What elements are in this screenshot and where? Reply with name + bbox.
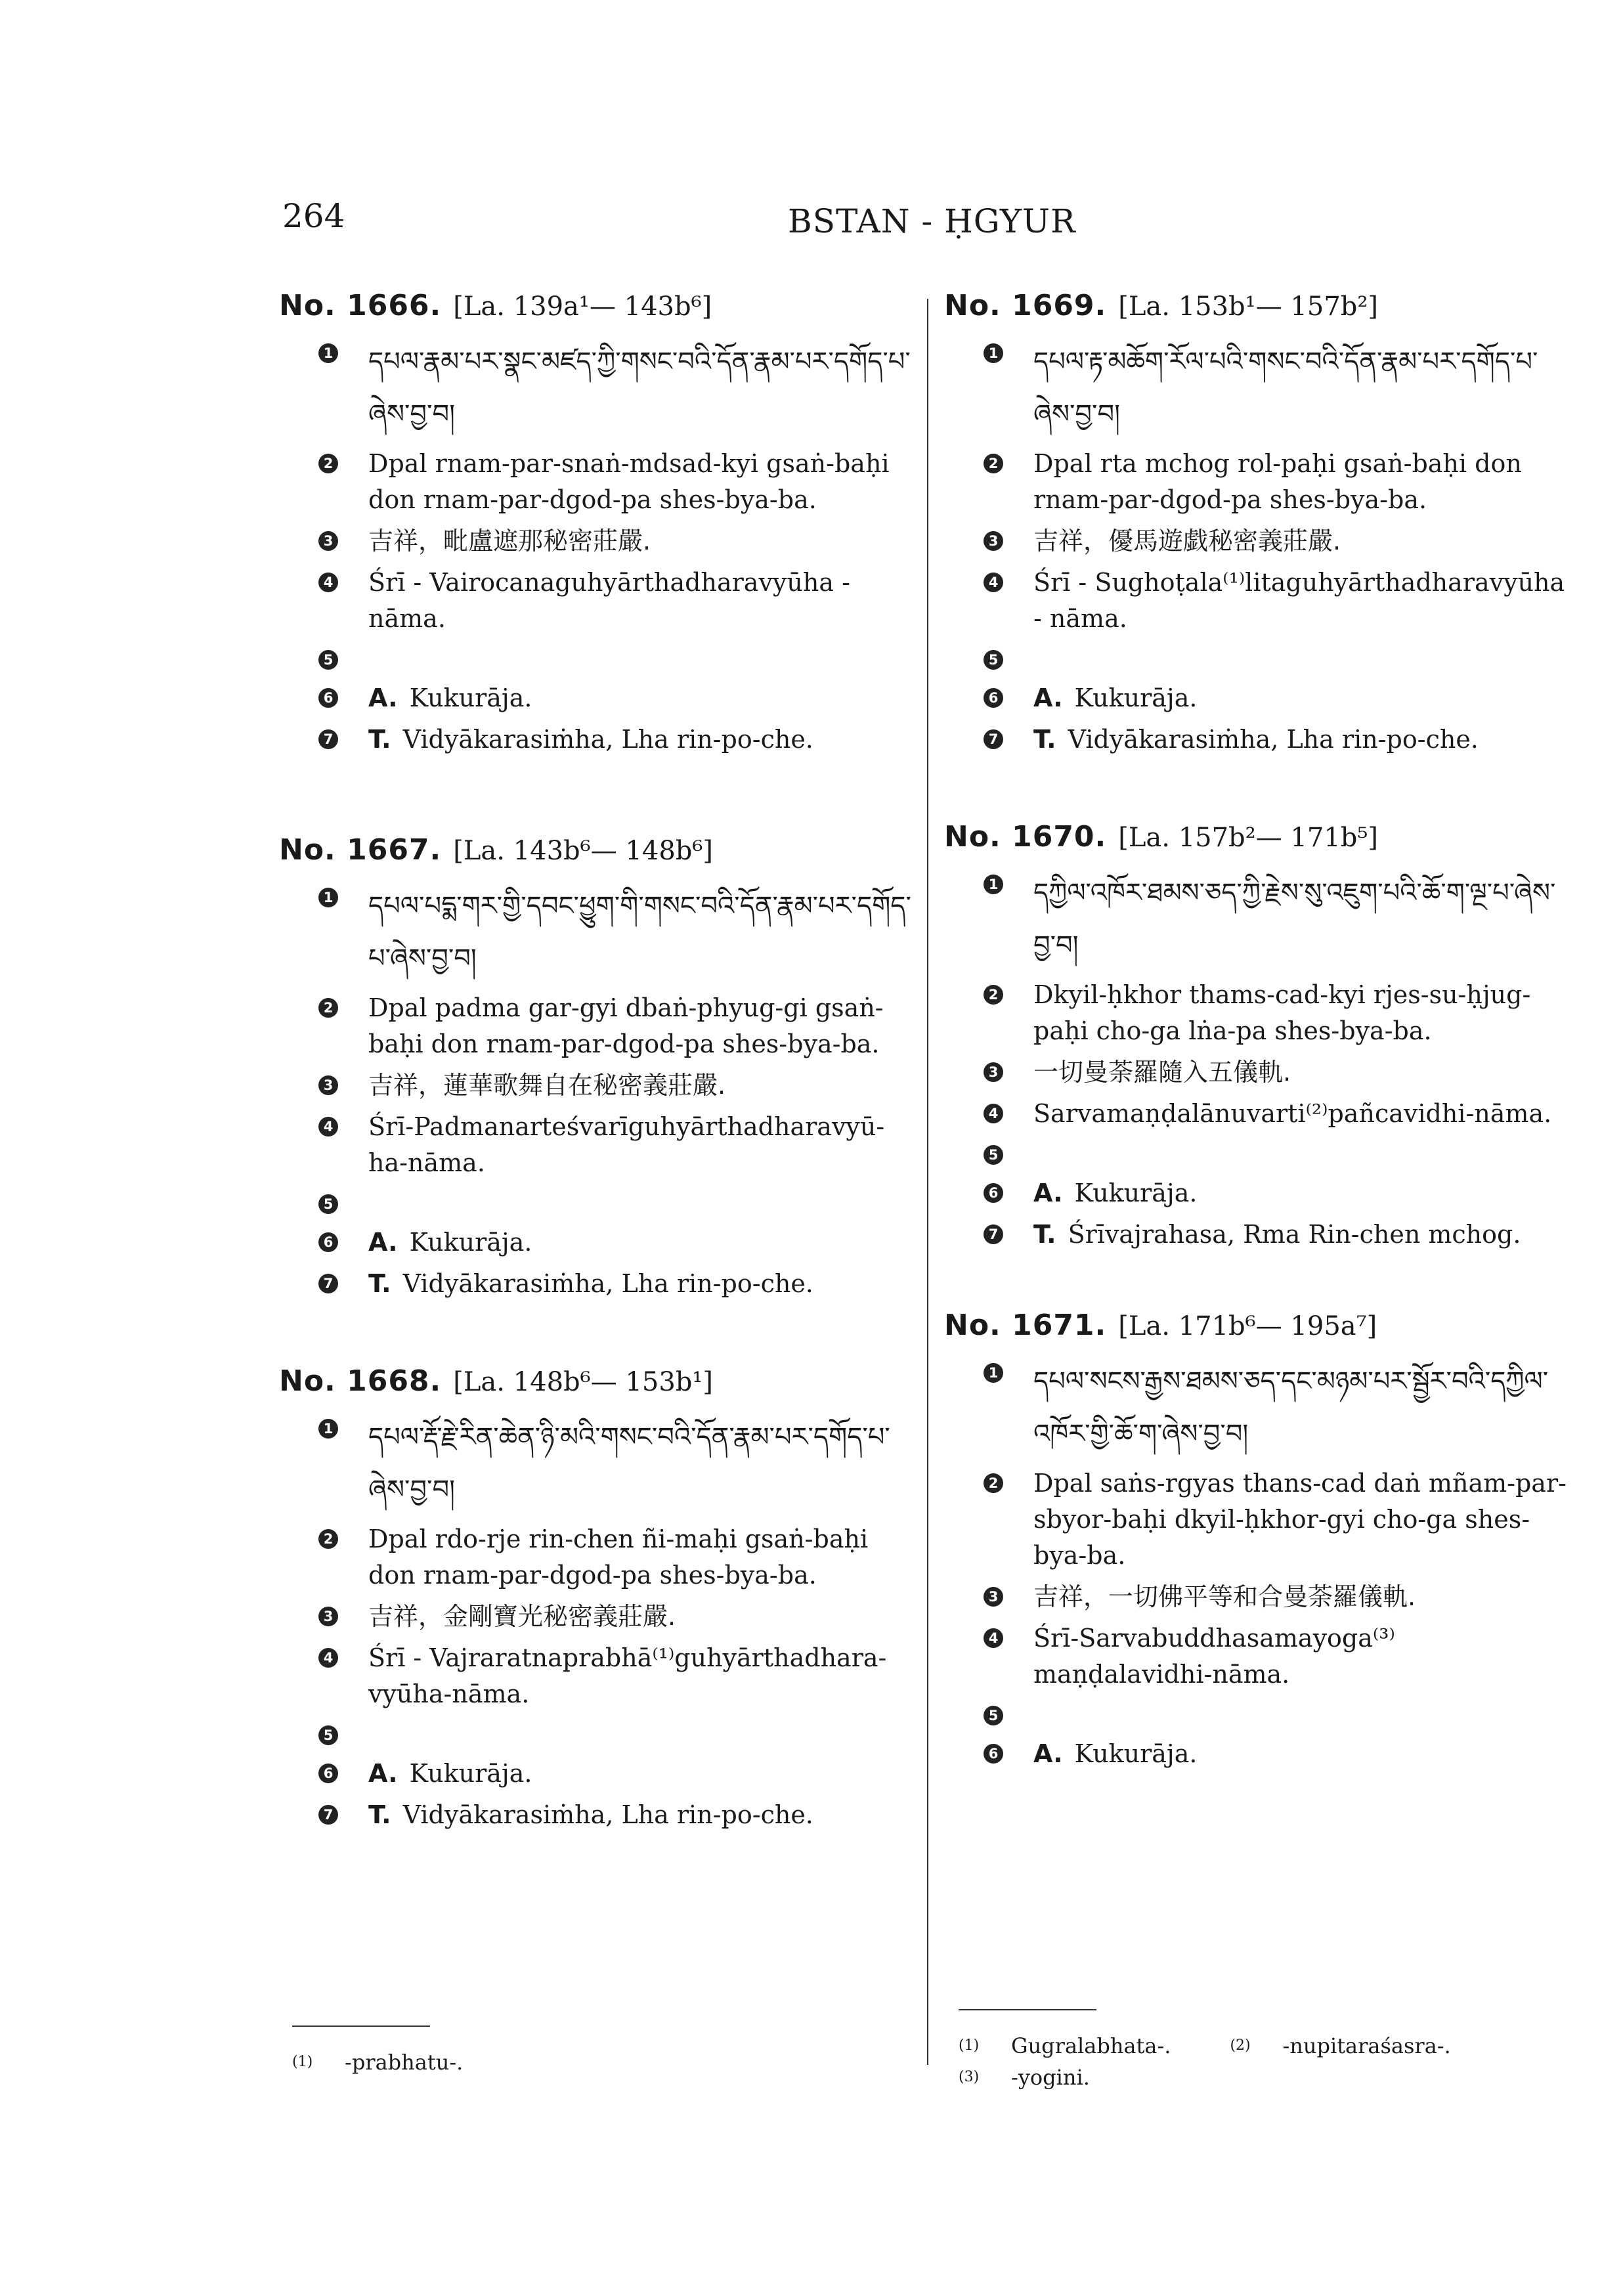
transliterated-title: Dpal rdo-rje rin-chen ñi-maḥi gsaṅ-baḥi don rnam-par-dgod-pa shes-bya-ba. xyxy=(368,1525,869,1590)
left-column xyxy=(279,289,919,1838)
entry-heading xyxy=(279,1364,919,1398)
translator: Vidyākarasiṁha, Lha rin-po-che. xyxy=(1068,725,1479,754)
author: Kukurāja. xyxy=(1074,1179,1198,1207)
entry-number: No. 1667. xyxy=(279,833,442,867)
entry-number: No. 1668. xyxy=(279,1364,442,1398)
transliterated-title: Dpal rnam-par-snaṅ-mdsad-kyi gsaṅ-baḥi don rnam-par-dgod-pa shes-bya-ba. xyxy=(368,449,890,514)
folio-range: [La. 157b²— 171b⁵] xyxy=(1118,823,1379,853)
footnote xyxy=(292,2047,522,2078)
entry-number: No. 1670. xyxy=(944,820,1107,854)
field-marker-icon: 6 xyxy=(984,1744,1003,1764)
field-marker-icon: 1 xyxy=(984,343,1003,363)
sanskrit-title: Śrī-Sarvabuddhasamayoga⁽³⁾maṇḍalavidhi-nāma. xyxy=(1033,1624,1395,1689)
field-marker-icon: 7 xyxy=(318,729,338,749)
folio-range: [La. 171b⁶— 195a⁷] xyxy=(1118,1311,1377,1341)
author-label: A. xyxy=(368,1228,398,1257)
entry-heading xyxy=(944,289,1571,322)
page-number: 264 xyxy=(282,197,345,235)
footnote-line xyxy=(959,2062,1510,2093)
author: Kukurāja. xyxy=(1074,683,1198,712)
footnote-text: -yogini. xyxy=(1011,2065,1090,2090)
folio-range: [La. 148b⁶— 153b¹] xyxy=(453,1367,714,1397)
footnote-mark: (1) xyxy=(292,2054,313,2070)
author-label: A. xyxy=(368,1759,398,1788)
footnote-mark: (3) xyxy=(959,2069,980,2085)
field-marker-icon: 7 xyxy=(318,1805,338,1825)
field-marker-icon: 2 xyxy=(984,454,1003,473)
entry-number: No. 1671. xyxy=(944,1309,1107,1342)
tibetan-title: དཔལ་པདྨ་གར་གྱི་དབང་ཕྱུག་གི་གསང་བའི་དོན་རྣམ་པར་དགོད་པ་ཞེས་བྱ་བ། xyxy=(368,891,911,974)
column-divider xyxy=(927,299,928,2065)
translator: Vidyākarasiṁha, Lha rin-po-che. xyxy=(402,1800,813,1829)
field-marker-icon: 4 xyxy=(984,1628,1003,1648)
field-marker-icon: 3 xyxy=(318,1607,338,1626)
footnote-text: -prabhatu-. xyxy=(345,2050,464,2075)
field-marker-icon: 5 xyxy=(984,1706,1003,1725)
field-marker-icon: 5 xyxy=(318,1194,338,1214)
field-marker-icon: 6 xyxy=(318,1764,338,1783)
field-marker-icon: 3 xyxy=(318,1075,338,1095)
footnotes-right xyxy=(959,2009,1510,2093)
field-marker-icon: 7 xyxy=(984,1224,1003,1244)
footnotes-left xyxy=(292,2025,522,2078)
translator-label: T. xyxy=(368,1269,391,1298)
field-marker-icon: 1 xyxy=(318,888,338,907)
field-marker-icon: 6 xyxy=(984,688,1003,708)
author-label: A. xyxy=(1033,1179,1063,1207)
right-column xyxy=(944,289,1571,1777)
field-marker-icon: 2 xyxy=(318,1529,338,1549)
field-marker-icon: 5 xyxy=(318,1725,338,1745)
translator: Śrīvajrahasa, Rma Rin-chen mchog. xyxy=(1068,1220,1521,1249)
folio-range: [La. 153b¹— 157b²] xyxy=(1118,292,1379,322)
catalog-entry xyxy=(279,1364,919,1833)
author: Kukurāja. xyxy=(1074,1739,1198,1768)
field-marker-icon: 4 xyxy=(318,1648,338,1668)
transliterated-title: Dpal padma gar-gyi dbaṅ-phyug-gi gsaṅ-baḥi don rnam-par-dgod-pa shes-bya-ba. xyxy=(368,993,884,1058)
field-marker-icon: 4 xyxy=(318,1117,338,1137)
entry-heading xyxy=(279,833,919,867)
tibetan-title: དཔལ་རྡོ་རྗེ་རིན་ཆེན་ཉི་མའི་གསང་བའི་དོན་རྣམ་པར་དགོད་པ་ཞེས་བྱ་བ། xyxy=(368,1422,890,1505)
entry-number: No. 1666. xyxy=(279,289,442,322)
field-marker-icon: 1 xyxy=(318,1419,338,1439)
field-marker-icon: 5 xyxy=(318,650,338,670)
field-marker-icon: 2 xyxy=(318,454,338,473)
footnote-mark: (1) xyxy=(959,2037,980,2054)
field-marker-icon: 2 xyxy=(984,1473,1003,1493)
catalog-entry xyxy=(279,833,919,1302)
author-label: A. xyxy=(1033,683,1063,712)
translator-label: T. xyxy=(368,725,391,754)
chinese-title: 吉祥，一切佛平等和合曼荼羅儀軌. xyxy=(1033,1582,1416,1611)
tibetan-title: དཔལ་རྣམ་པར་སྣང་མཛད་ཀྱི་གསང་བའི་དོན་རྣམ་པར་དགོད་པ་ཞེས་བྱ་བ། xyxy=(368,347,911,429)
catalog-entry xyxy=(944,289,1571,758)
field-marker-icon: 3 xyxy=(984,531,1003,551)
translator: Vidyākarasiṁha, Lha rin-po-che. xyxy=(402,1269,813,1298)
field-marker-icon: 6 xyxy=(318,688,338,708)
sanskrit-title: Śrī - Vairocanaguhyārthadharavyūha - nāma. xyxy=(368,568,850,633)
field-marker-icon: 7 xyxy=(318,1274,338,1293)
field-marker-icon: 1 xyxy=(984,875,1003,894)
field-marker-icon: 5 xyxy=(984,650,1003,670)
author-label: A. xyxy=(368,683,398,712)
field-marker-icon: 6 xyxy=(318,1232,338,1252)
chinese-title: 一切曼荼羅隨入五儀軌. xyxy=(1033,1058,1291,1087)
footnote-rule xyxy=(292,2025,430,2027)
transliterated-title: Dkyil-ḥkhor thams-cad-kyi rjes-su-ḥjug-paḥi cho-ga lṅa-pa shes-bya-ba. xyxy=(1033,980,1531,1045)
entry-heading xyxy=(279,289,919,322)
field-marker-icon: 4 xyxy=(984,1104,1003,1123)
tibetan-title: དཀྱིལ་འཁོར་ཐམས་ཅད་ཀྱི་རྗེས་སུ་འཇུག་པའི་ཆོ་ག་ལྔ་པ་ཞེས་བྱ་བ། xyxy=(1033,878,1556,961)
running-head: BSTAN - ḤGYUR xyxy=(788,202,1076,240)
catalog-entry xyxy=(944,1309,1571,1772)
translator-label: T. xyxy=(368,1800,391,1829)
chinese-title: 吉祥，金剛寶光秘密義莊嚴. xyxy=(368,1602,676,1631)
tibetan-title: དཔལ་རྟ་མཆོག་རོལ་པའི་གསང་བའི་དོན་རྣམ་པར་དགོད་པ་ཞེས་བྱ་བ། xyxy=(1033,347,1538,429)
author: Kukurāja. xyxy=(409,683,532,712)
field-marker-icon: 5 xyxy=(984,1145,1003,1165)
field-marker-icon: 6 xyxy=(984,1183,1003,1203)
transliterated-title: Dpal saṅs-rgyas thans-cad daṅ mñam-par-sbyor-baḥi dkyil-ḥkhor-gyi cho-ga shes-bya-ba. xyxy=(1033,1469,1567,1570)
field-marker-icon: 3 xyxy=(984,1587,1003,1607)
entry-heading xyxy=(944,820,1571,854)
catalog-entry xyxy=(944,820,1571,1253)
chinese-title: 吉祥，優馬遊戯秘密義莊嚴. xyxy=(1033,527,1341,555)
entry-heading xyxy=(944,1309,1571,1342)
footnote-text: -nupitaraśasra-. xyxy=(1282,2033,1451,2058)
field-marker-icon: 2 xyxy=(318,998,338,1018)
catalog-entry xyxy=(279,289,919,758)
translator-label: T. xyxy=(1033,1220,1056,1249)
sanskrit-title: Śrī-Padmanarteśvarīguhyārthadharavyū-ha-nāma. xyxy=(368,1112,885,1177)
field-marker-icon: 4 xyxy=(984,573,1003,592)
author: Kukurāja. xyxy=(409,1759,532,1788)
footnote-rule xyxy=(959,2009,1096,2010)
footnote-text: Gugralabhata-. xyxy=(1011,2033,1171,2058)
chinese-title: 吉祥，毗盧遮那秘密莊嚴. xyxy=(368,527,651,555)
sanskrit-title: Sarvamaṇḍalānuvarti⁽²⁾pañcavidhi-nāma. xyxy=(1033,1099,1552,1128)
footnote-line xyxy=(959,2030,1510,2062)
author-label: A. xyxy=(1033,1739,1063,1768)
translator-label: T. xyxy=(1033,725,1056,754)
author: Kukurāja. xyxy=(409,1228,532,1257)
folio-range: [La. 139a¹— 143b⁶] xyxy=(453,292,712,322)
tibetan-title: དཔལ་སངས་རྒྱས་ཐམས་ཅད་དང་མཉམ་པར་སྦྱོར་བའི་དཀྱིལ་འཁོར་གྱི་ཆོ་ག་ཞེས་བྱ་བ། xyxy=(1033,1366,1549,1449)
field-marker-icon: 2 xyxy=(984,985,1003,1005)
field-marker-icon: 3 xyxy=(318,531,338,551)
field-marker-icon: 7 xyxy=(984,729,1003,749)
chinese-title: 吉祥，蓮華歌舞自在秘密義莊嚴. xyxy=(368,1071,726,1100)
transliterated-title: Dpal rta mchog rol-paḥi gsaṅ-baḥi don rnam-par-dgod-pa shes-bya-ba. xyxy=(1033,449,1522,514)
field-marker-icon: 3 xyxy=(984,1062,1003,1082)
sanskrit-title: Śrī - Vajraratnaprabhā⁽¹⁾guhyārthadhara-vyūha-nāma. xyxy=(368,1643,887,1708)
footnote-mark: (2) xyxy=(1230,2037,1251,2054)
field-marker-icon: 4 xyxy=(318,573,338,592)
field-marker-icon: 1 xyxy=(318,343,338,363)
sanskrit-title: Śrī - Sughoṭala⁽¹⁾litaguhyārthadharavyūha - nāma. xyxy=(1033,568,1565,633)
folio-range: [La. 143b⁶— 148b⁶] xyxy=(453,836,714,866)
field-marker-icon: 1 xyxy=(984,1363,1003,1383)
translator: Vidyākarasiṁha, Lha rin-po-che. xyxy=(402,725,813,754)
entry-number: No. 1669. xyxy=(944,289,1107,322)
